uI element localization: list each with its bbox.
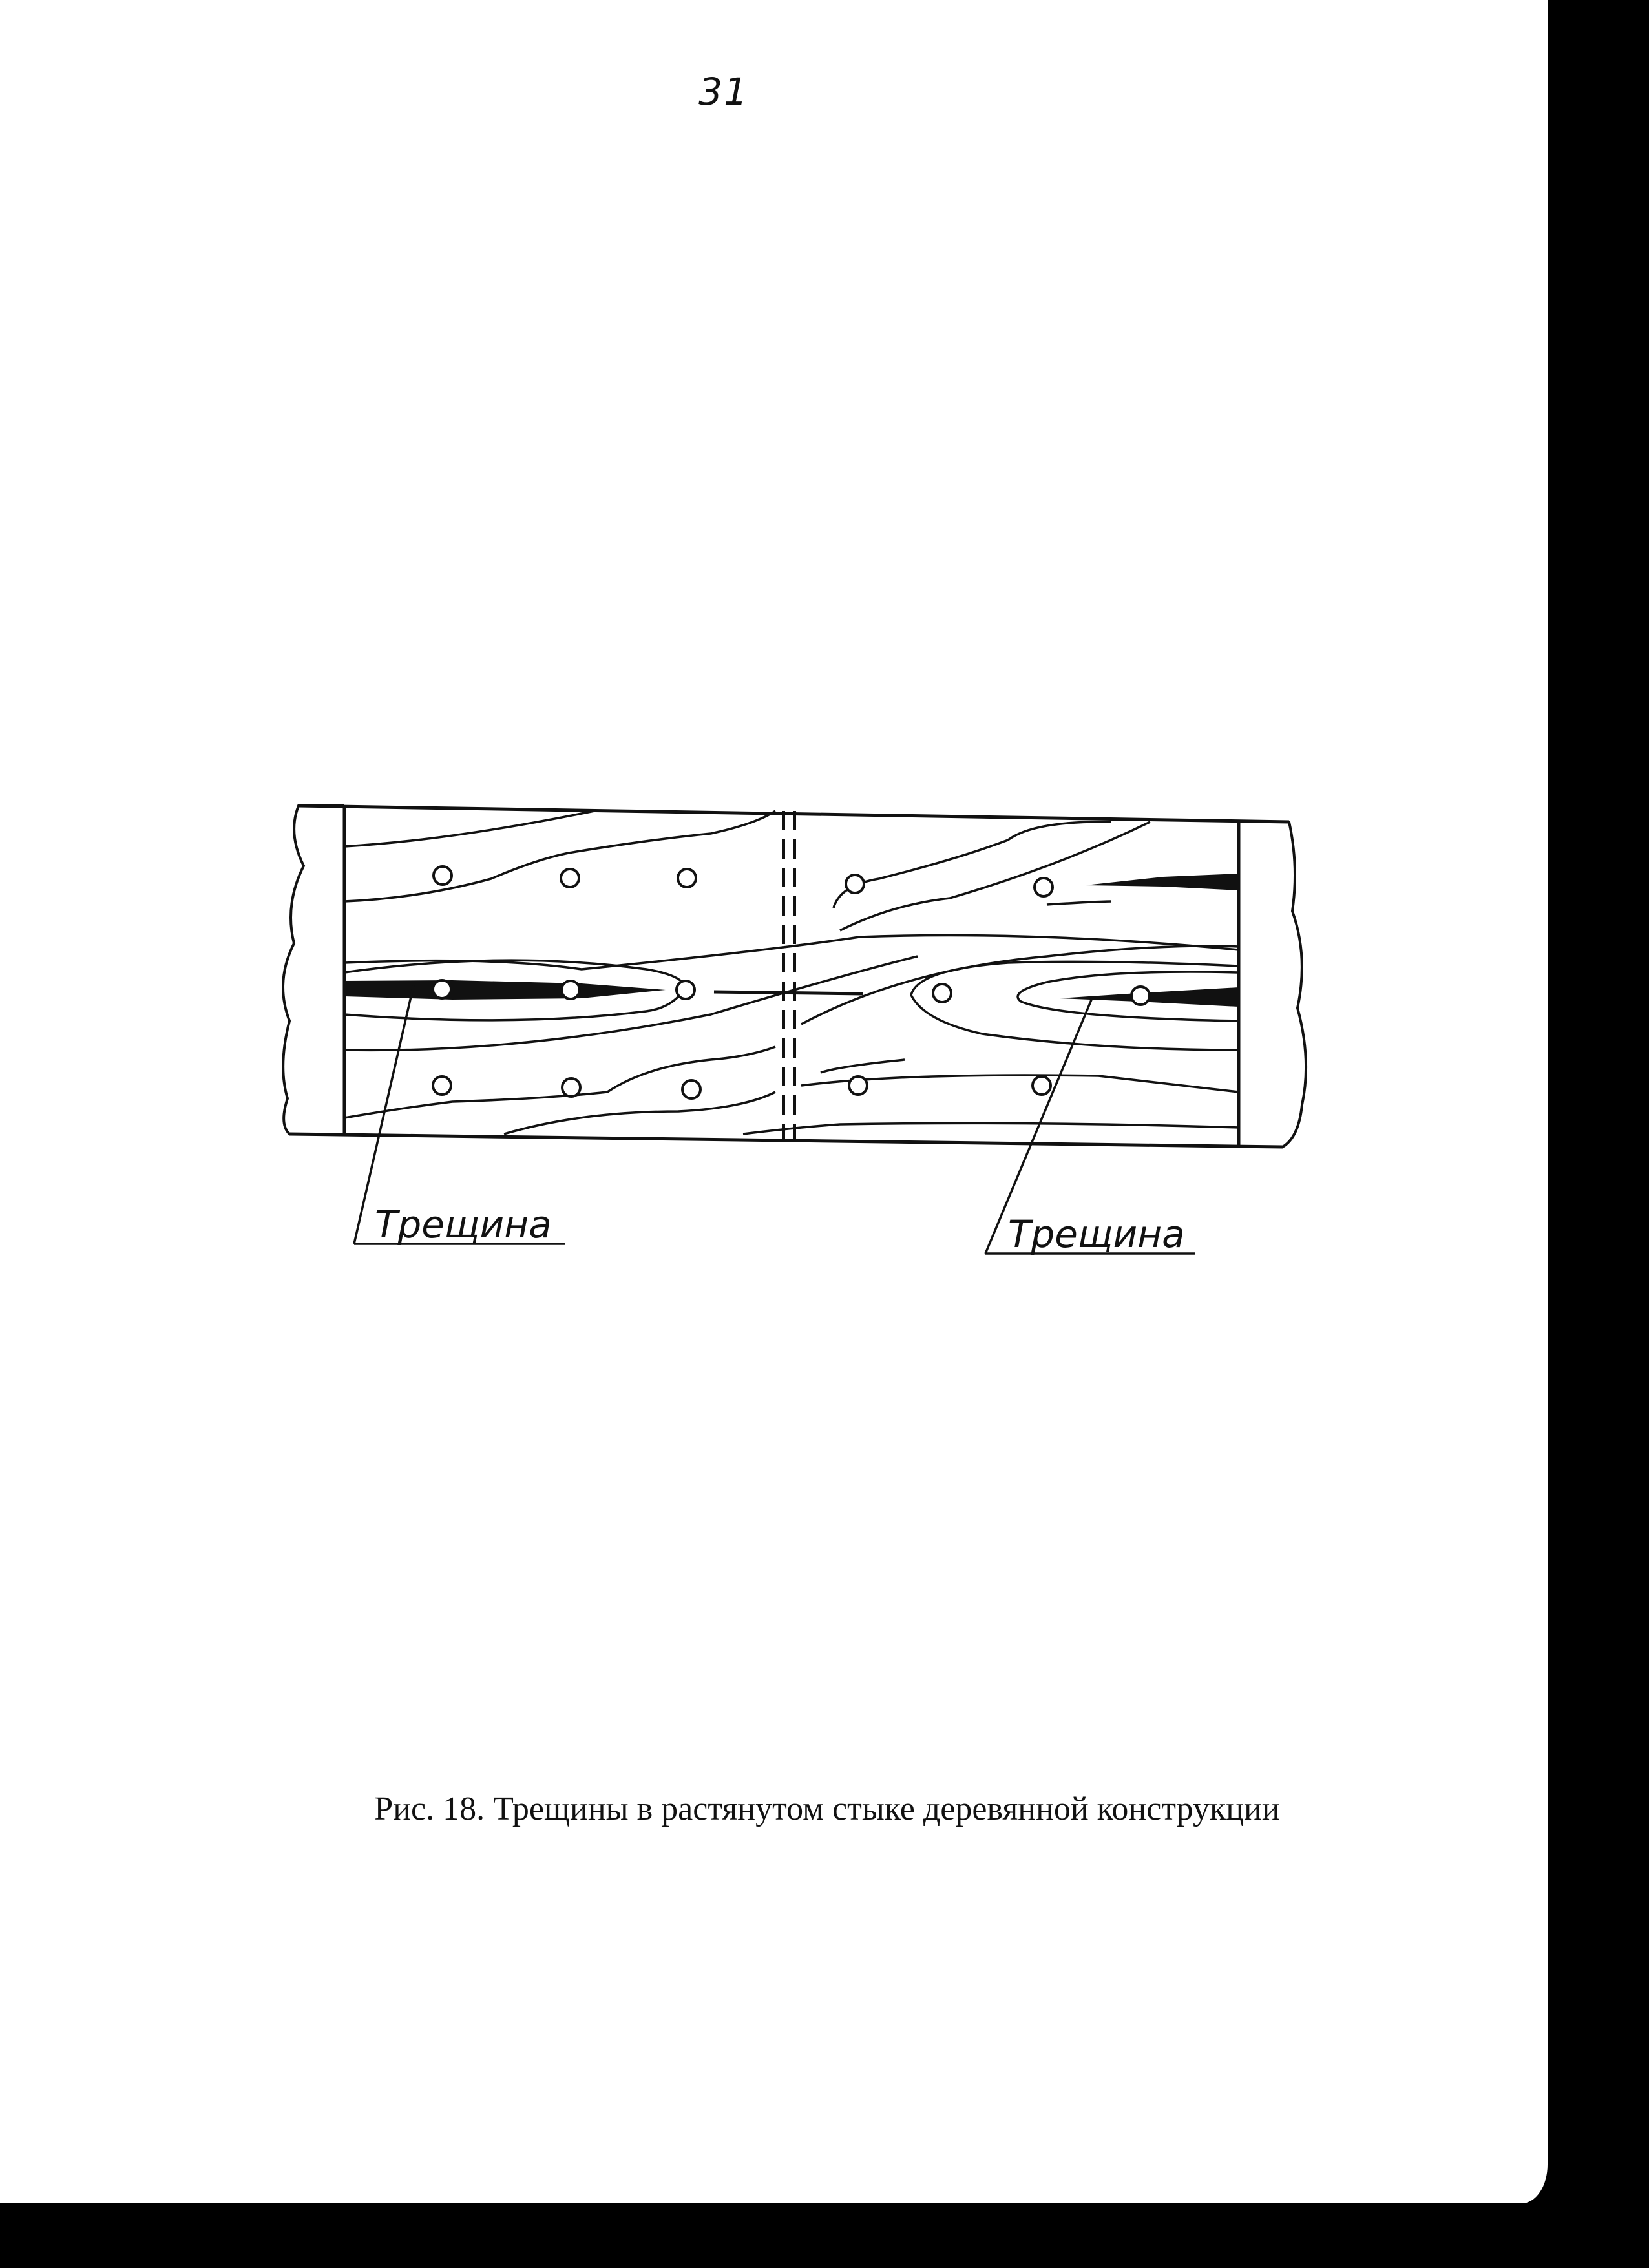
bolt-hole	[677, 981, 695, 999]
bolt-hole	[1033, 1076, 1051, 1095]
bolt-hole	[933, 984, 951, 1002]
left-crack	[344, 980, 666, 1000]
wood-grain	[344, 811, 1239, 1134]
bolt-hole	[434, 866, 452, 885]
bolt-hole	[849, 1076, 867, 1095]
bolt-hole	[1131, 987, 1150, 1005]
bolt-hole	[561, 869, 579, 887]
joint-crack-line	[714, 992, 863, 994]
crack-label-right: Трещина	[1008, 1212, 1185, 1256]
left-beam-end	[283, 806, 344, 1134]
bolt-hole	[678, 869, 696, 887]
bolt-hole	[562, 1078, 580, 1097]
right-beam-end	[1239, 822, 1306, 1147]
page-number: 31	[698, 70, 749, 114]
joint-centerline	[784, 811, 795, 1140]
bolt-hole	[433, 1076, 451, 1095]
bolt-hole	[682, 1080, 700, 1098]
bolt-hole	[846, 875, 864, 893]
right-crack-upper	[1086, 874, 1239, 890]
bolt-hole	[433, 980, 451, 998]
figure-caption: Рис. 18. Трещины в растянутом стыке деревянной конструкции	[374, 1790, 1280, 1827]
bolt-hole	[562, 981, 580, 999]
crack-label-left: Трещина	[375, 1202, 552, 1246]
bolt-hole	[1035, 878, 1053, 896]
splice-outline	[289, 806, 1289, 1147]
